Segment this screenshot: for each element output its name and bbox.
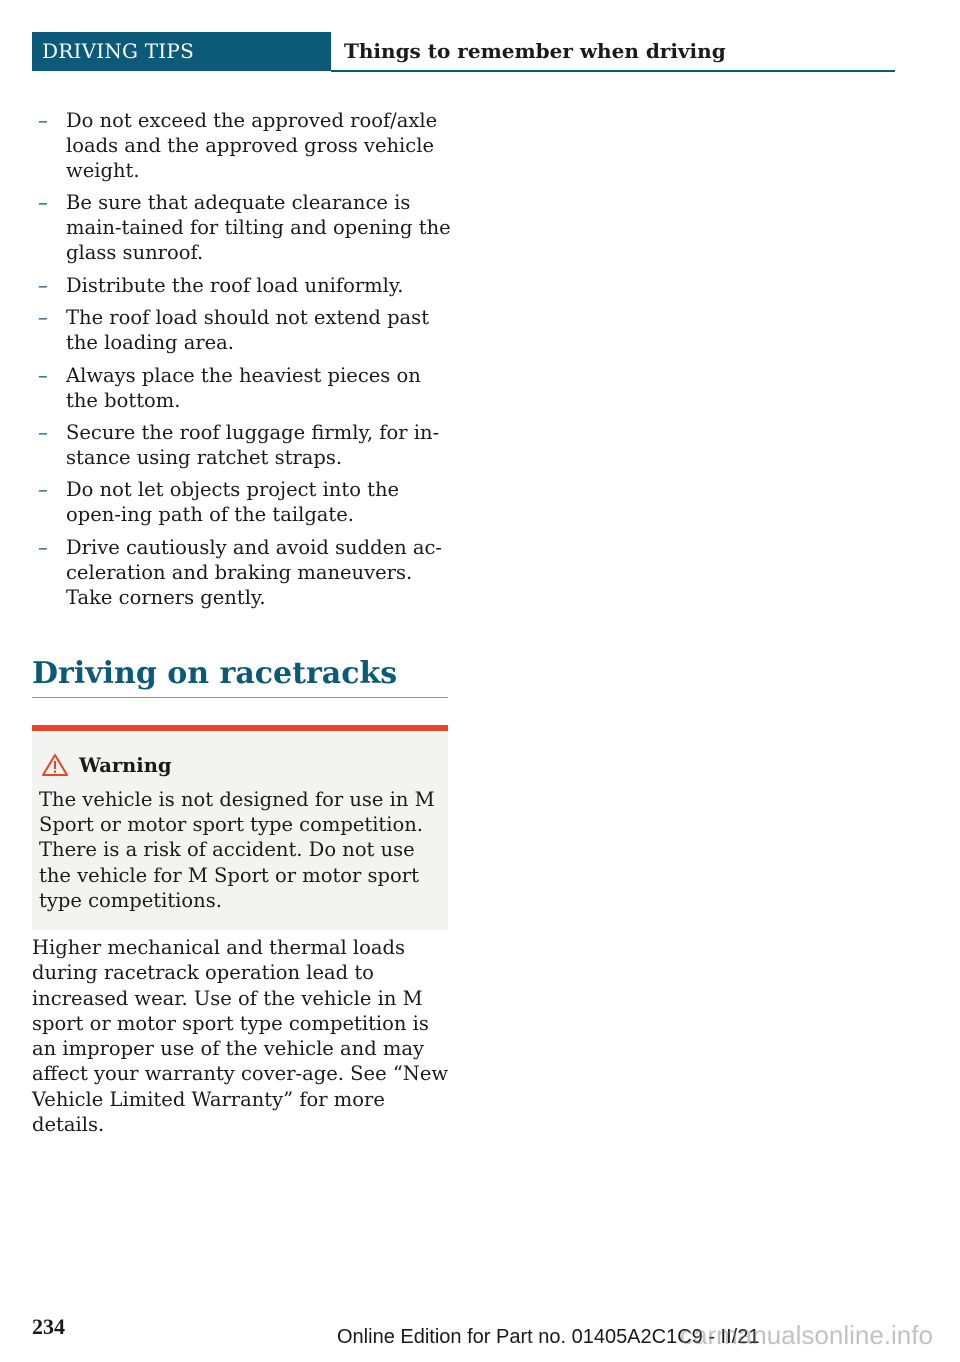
list-item-text: Be sure that adequate clearance is main-tained for tilting and opening the glass sunroof. <box>66 191 451 265</box>
list-item <box>32 190 452 265</box>
bullet-dash: – <box>38 191 48 215</box>
section-heading: Driving on racetracks <box>32 656 398 691</box>
warning-title: Warning <box>79 753 172 777</box>
warning-box <box>32 725 448 930</box>
list-item <box>32 420 452 470</box>
warning-triangle-icon <box>41 753 69 777</box>
list-item-text: Distribute the roof load uniformly. <box>66 273 404 297</box>
list-item-text: Do not let objects project into the open-ing path of the tailgate. <box>66 478 400 527</box>
bullet-dash: – <box>38 306 48 330</box>
list-item-text: Always place the heaviest pieces on the bottom. <box>66 363 421 412</box>
section-divider <box>32 697 448 698</box>
bullet-dash: – <box>38 535 48 559</box>
header-section-label: DRIVING TIPS <box>32 32 331 71</box>
list-item <box>32 273 452 298</box>
list-item <box>32 363 452 413</box>
bullet-dash: – <box>38 109 48 132</box>
list-item-text: Secure the roof luggage firmly, for in-stance using ratchet straps. <box>66 420 440 469</box>
racetrack-body-paragraph: Higher mechanical and thermal loads during racetrack operation lead to increased wear. Use of the vehicle in M sport or motor sport type competition is an improper use of the vehicle and may affect your warranty cover-age. See “New Vehicle Limited Warranty” for more details. <box>32 936 449 1137</box>
bullet-dash: – <box>38 420 48 444</box>
watermark: carmanualsonline.info <box>680 1320 933 1350</box>
bullet-dash: – <box>38 273 48 297</box>
header-divider <box>331 70 895 72</box>
warning-text: The vehicle is not designed for use in M Sport or motor sport type competition. There is a risk of accident. Do not use the vehicle for M Sport or motor sport type competitions. <box>39 788 435 912</box>
list-item-text: Do not exceed the approved roof/axle loads and the approved gross vehicle weight. <box>66 109 438 182</box>
header-page-title: Things to remember when driving <box>344 39 726 63</box>
list-item-text: Drive cautiously and avoid sudden ac-celeration and braking maneuvers. Take corners gently. <box>66 535 443 609</box>
bullet-dash: – <box>38 478 48 502</box>
roof-load-bullet-list <box>32 108 452 617</box>
warning-header <box>41 751 440 779</box>
edition-text: Online Edition for Part no. 01405A2C1C9 - II/21 <box>337 1326 760 1348</box>
list-item-text: The roof load should not extend past the loading area. <box>66 306 430 355</box>
list-item <box>32 477 452 527</box>
list-item <box>32 108 452 183</box>
bullet-dash: – <box>38 363 48 387</box>
list-item <box>32 535 452 610</box>
list-item <box>32 305 452 355</box>
page-number: 234 <box>32 1314 65 1339</box>
